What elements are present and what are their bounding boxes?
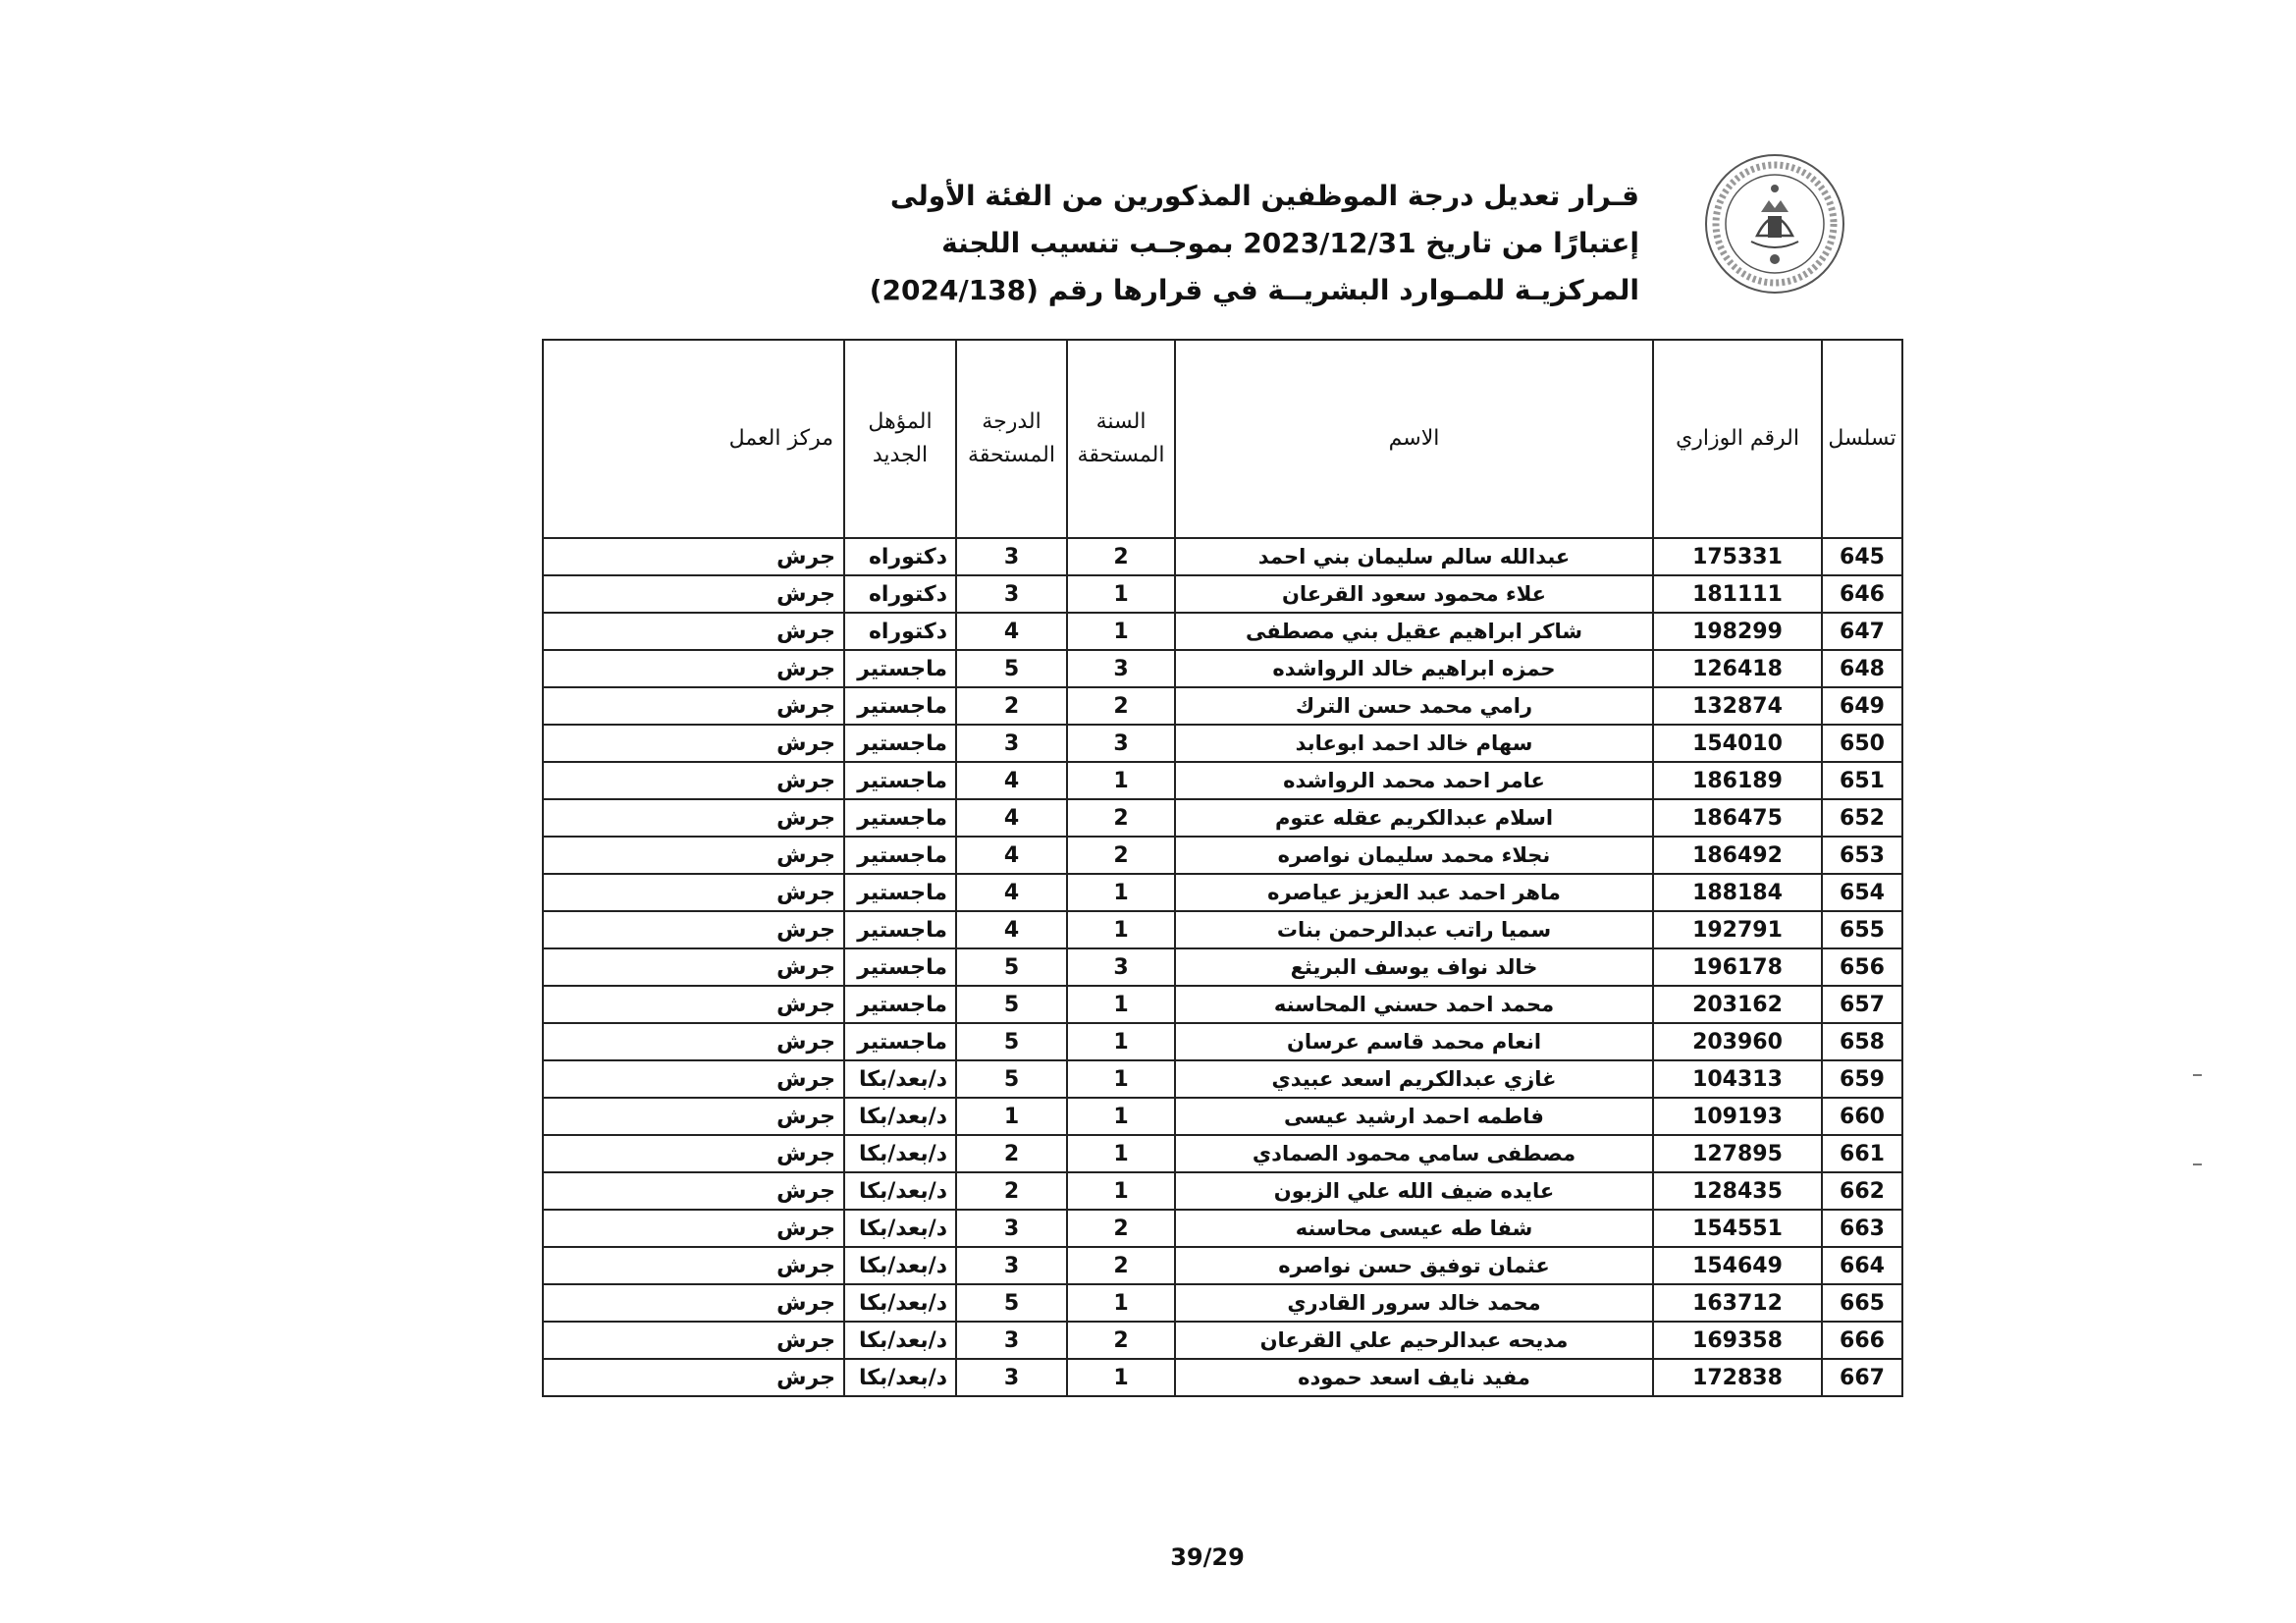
- table-row: [543, 1172, 1902, 1210]
- cell-name: محمد احمد حسني المحاسنه: [1175, 986, 1653, 1023]
- cell-qualification: ماجستير: [844, 725, 956, 762]
- header-ministry-number: الرقم الوزاري: [1653, 340, 1822, 538]
- cell-year: 1: [1067, 1060, 1175, 1098]
- cell-year: 1: [1067, 575, 1175, 613]
- cell-grade: 5: [956, 986, 1067, 1023]
- cell-qualification: ماجستير: [844, 837, 956, 874]
- table-row: [543, 986, 1902, 1023]
- table-row: [543, 911, 1902, 948]
- cell-ministry-number: 192791: [1653, 911, 1822, 948]
- table-row: [543, 799, 1902, 837]
- header-work-center: مركز العمل: [543, 340, 844, 538]
- cell-year: 2: [1067, 538, 1175, 575]
- cell-grade: 3: [956, 725, 1067, 762]
- cell-grade: 4: [956, 799, 1067, 837]
- cell-year: 2: [1067, 1247, 1175, 1284]
- cell-ministry-number: 203162: [1653, 986, 1822, 1023]
- cell-name: عامر احمد محمد الرواشده: [1175, 762, 1653, 799]
- table-row: [543, 1098, 1902, 1135]
- cell-name: سهام خالد احمد ابوعابد: [1175, 725, 1653, 762]
- cell-grade: 4: [956, 911, 1067, 948]
- cell-work-center: جرش: [543, 911, 844, 948]
- cell-year: 1: [1067, 874, 1175, 911]
- table-row: [543, 613, 1902, 650]
- cell-qualification: ماجستير: [844, 687, 956, 725]
- table-row: [543, 948, 1902, 986]
- cell-name: شفا طه عيسى محاسنه: [1175, 1210, 1653, 1247]
- cell-serial: 645: [1822, 538, 1902, 575]
- cell-grade: 2: [956, 687, 1067, 725]
- cell-serial: 647: [1822, 613, 1902, 650]
- cell-year: 1: [1067, 1135, 1175, 1172]
- cell-serial: 663: [1822, 1210, 1902, 1247]
- table-row: [543, 837, 1902, 874]
- cell-grade: 4: [956, 613, 1067, 650]
- cell-name: سميا راتب عبدالرحمن بنات: [1175, 911, 1653, 948]
- cell-ministry-number: 198299: [1653, 613, 1822, 650]
- cell-ministry-number: 186475: [1653, 799, 1822, 837]
- cell-work-center: جرش: [543, 687, 844, 725]
- heading-line-3: المركزيـة للمـوارد البشريــة في قرارها رقم (2024/138): [869, 274, 1639, 306]
- cell-grade: 1: [956, 1098, 1067, 1135]
- cell-serial: 656: [1822, 948, 1902, 986]
- cell-serial: 658: [1822, 1023, 1902, 1060]
- cell-serial: 652: [1822, 799, 1902, 837]
- edge-mark: [2193, 1074, 2202, 1076]
- cell-grade: 5: [956, 1060, 1067, 1098]
- cell-qualification: د/بعد/بكا: [844, 1135, 956, 1172]
- cell-qualification: دكتوراه: [844, 538, 956, 575]
- header-grade: الدرجة المستحقة: [956, 340, 1067, 538]
- cell-name: ماهر احمد عبد العزيز عياصره: [1175, 874, 1653, 911]
- cell-serial: 648: [1822, 650, 1902, 687]
- header-serial: تسلسل: [1822, 340, 1902, 538]
- cell-ministry-number: 186492: [1653, 837, 1822, 874]
- cell-work-center: جرش: [543, 1322, 844, 1359]
- cell-serial: 659: [1822, 1060, 1902, 1098]
- cell-grade: 3: [956, 1210, 1067, 1247]
- cell-year: 2: [1067, 1210, 1175, 1247]
- table-body: [543, 538, 1902, 1396]
- cell-work-center: جرش: [543, 986, 844, 1023]
- table-row: [543, 575, 1902, 613]
- cell-name: خالد نواف يوسف البريثع: [1175, 948, 1653, 986]
- cell-serial: 666: [1822, 1322, 1902, 1359]
- cell-year: 3: [1067, 948, 1175, 986]
- cell-grade: 3: [956, 1247, 1067, 1284]
- table-row: [543, 1247, 1902, 1284]
- cell-ministry-number: 104313: [1653, 1060, 1822, 1098]
- cell-ministry-number: 154649: [1653, 1247, 1822, 1284]
- cell-grade: 4: [956, 837, 1067, 874]
- cell-grade: 5: [956, 1023, 1067, 1060]
- table-row: [543, 1322, 1902, 1359]
- cell-serial: 649: [1822, 687, 1902, 725]
- cell-qualification: ماجستير: [844, 762, 956, 799]
- ministry-seal-icon: [1702, 151, 1847, 297]
- header-name: الاسم: [1175, 340, 1653, 538]
- cell-serial: 662: [1822, 1172, 1902, 1210]
- cell-name: عبدالله سالم سليمان بني احمد: [1175, 538, 1653, 575]
- cell-year: 1: [1067, 911, 1175, 948]
- cell-name: غازي عبدالكريم اسعد عبيدي: [1175, 1060, 1653, 1098]
- cell-work-center: جرش: [543, 1135, 844, 1172]
- cell-work-center: جرش: [543, 1060, 844, 1098]
- cell-grade: 4: [956, 874, 1067, 911]
- cell-name: فاطمه احمد ارشيد عيسى: [1175, 1098, 1653, 1135]
- cell-name: عايده ضيف الله علي الزبون: [1175, 1172, 1653, 1210]
- edge-mark: [2193, 1163, 2202, 1165]
- cell-grade: 3: [956, 575, 1067, 613]
- cell-ministry-number: 127895: [1653, 1135, 1822, 1172]
- cell-year: 1: [1067, 762, 1175, 799]
- cell-serial: 646: [1822, 575, 1902, 613]
- cell-ministry-number: 188184: [1653, 874, 1822, 911]
- cell-work-center: جرش: [543, 613, 844, 650]
- table-row: [543, 1359, 1902, 1396]
- cell-serial: 661: [1822, 1135, 1902, 1172]
- table-row: [543, 538, 1902, 575]
- cell-name: محمد خالد سرور القادري: [1175, 1284, 1653, 1322]
- cell-year: 1: [1067, 613, 1175, 650]
- cell-ministry-number: 109193: [1653, 1098, 1822, 1135]
- cell-qualification: ماجستير: [844, 911, 956, 948]
- table-row: [543, 1060, 1902, 1098]
- table-row: [543, 762, 1902, 799]
- cell-qualification: د/بعد/بكا: [844, 1060, 956, 1098]
- cell-serial: 664: [1822, 1247, 1902, 1284]
- page-number: 39/29: [1170, 1543, 1245, 1571]
- cell-ministry-number: 154010: [1653, 725, 1822, 762]
- cell-qualification: دكتوراه: [844, 613, 956, 650]
- table-row: [543, 874, 1902, 911]
- cell-work-center: جرش: [543, 650, 844, 687]
- header-year: السنة المستحقة: [1067, 340, 1175, 538]
- cell-ministry-number: 128435: [1653, 1172, 1822, 1210]
- cell-serial: 653: [1822, 837, 1902, 874]
- cell-serial: 657: [1822, 986, 1902, 1023]
- cell-work-center: جرش: [543, 1247, 844, 1284]
- cell-serial: 660: [1822, 1098, 1902, 1135]
- cell-qualification: د/بعد/بكا: [844, 1284, 956, 1322]
- cell-grade: 2: [956, 1135, 1067, 1172]
- cell-work-center: جرش: [543, 725, 844, 762]
- cell-year: 1: [1067, 1172, 1175, 1210]
- cell-serial: 650: [1822, 725, 1902, 762]
- cell-work-center: جرش: [543, 948, 844, 986]
- cell-year: 2: [1067, 837, 1175, 874]
- cell-year: 1: [1067, 1098, 1175, 1135]
- cell-work-center: جرش: [543, 837, 844, 874]
- cell-grade: 3: [956, 1322, 1067, 1359]
- cell-grade: 4: [956, 762, 1067, 799]
- cell-year: 2: [1067, 799, 1175, 837]
- cell-grade: 5: [956, 650, 1067, 687]
- cell-ministry-number: 175331: [1653, 538, 1822, 575]
- cell-ministry-number: 203960: [1653, 1023, 1822, 1060]
- cell-work-center: جرش: [543, 538, 844, 575]
- cell-qualification: د/بعد/بكا: [844, 1098, 956, 1135]
- cell-year: 1: [1067, 986, 1175, 1023]
- cell-ministry-number: 181111: [1653, 575, 1822, 613]
- cell-year: 2: [1067, 1322, 1175, 1359]
- cell-qualification: د/بعد/بكا: [844, 1247, 956, 1284]
- cell-ministry-number: 169358: [1653, 1322, 1822, 1359]
- cell-work-center: جرش: [543, 799, 844, 837]
- table-row: [543, 725, 1902, 762]
- cell-name: اسلام عبدالكريم عقله عتوم: [1175, 799, 1653, 837]
- cell-serial: 667: [1822, 1359, 1902, 1396]
- table-row: [543, 1284, 1902, 1322]
- cell-ministry-number: 126418: [1653, 650, 1822, 687]
- heading-line-2: إعتبارًا من تاريخ 2023/12/31 بموجـب تنسيب اللجنة: [941, 227, 1639, 259]
- table-row: [543, 650, 1902, 687]
- cell-ministry-number: 163712: [1653, 1284, 1822, 1322]
- cell-work-center: جرش: [543, 1210, 844, 1247]
- cell-year: 1: [1067, 1359, 1175, 1396]
- header-qualification: المؤهل الجديد: [844, 340, 956, 538]
- cell-work-center: جرش: [543, 1284, 844, 1322]
- cell-work-center: جرش: [543, 1023, 844, 1060]
- table-row: [543, 1135, 1902, 1172]
- cell-grade: 5: [956, 1284, 1067, 1322]
- cell-name: مفيد نايف اسعد حموده: [1175, 1359, 1653, 1396]
- cell-year: 3: [1067, 650, 1175, 687]
- cell-grade: 3: [956, 538, 1067, 575]
- cell-work-center: جرش: [543, 1172, 844, 1210]
- cell-name: مصطفى سامي محمود الصمادي: [1175, 1135, 1653, 1172]
- cell-name: علاء محمود سعود القرعان: [1175, 575, 1653, 613]
- cell-year: 3: [1067, 725, 1175, 762]
- cell-name: انعام محمد قاسم عرسان: [1175, 1023, 1653, 1060]
- cell-qualification: د/بعد/بكا: [844, 1359, 956, 1396]
- cell-grade: 2: [956, 1172, 1067, 1210]
- cell-year: 1: [1067, 1284, 1175, 1322]
- cell-qualification: د/بعد/بكا: [844, 1172, 956, 1210]
- table-row: [543, 1210, 1902, 1247]
- cell-qualification: دكتوراه: [844, 575, 956, 613]
- cell-qualification: د/بعد/بكا: [844, 1210, 956, 1247]
- cell-name: شاكر ابراهيم عقيل بني مصطفى: [1175, 613, 1653, 650]
- cell-serial: 665: [1822, 1284, 1902, 1322]
- cell-work-center: جرش: [543, 575, 844, 613]
- cell-qualification: ماجستير: [844, 986, 956, 1023]
- cell-qualification: ماجستير: [844, 948, 956, 986]
- cell-serial: 655: [1822, 911, 1902, 948]
- cell-name: نجلاء محمد سليمان نواصره: [1175, 837, 1653, 874]
- cell-ministry-number: 132874: [1653, 687, 1822, 725]
- cell-qualification: ماجستير: [844, 1023, 956, 1060]
- cell-work-center: جرش: [543, 1098, 844, 1135]
- document-heading: [869, 173, 1639, 314]
- cell-ministry-number: 172838: [1653, 1359, 1822, 1396]
- cell-serial: 651: [1822, 762, 1902, 799]
- cell-work-center: جرش: [543, 874, 844, 911]
- cell-qualification: د/بعد/بكا: [844, 1322, 956, 1359]
- cell-work-center: جرش: [543, 762, 844, 799]
- cell-serial: 654: [1822, 874, 1902, 911]
- heading-line-1: قـرار تعديل درجة الموظفين المذكورين من الفئة الأولى: [889, 180, 1639, 212]
- cell-qualification: ماجستير: [844, 799, 956, 837]
- cell-work-center: جرش: [543, 1359, 844, 1396]
- cell-name: رامي محمد حسن الترك: [1175, 687, 1653, 725]
- cell-year: 1: [1067, 1023, 1175, 1060]
- table-row: [543, 687, 1902, 725]
- cell-ministry-number: 186189: [1653, 762, 1822, 799]
- cell-grade: 5: [956, 948, 1067, 986]
- cell-qualification: ماجستير: [844, 874, 956, 911]
- table-row: [543, 1023, 1902, 1060]
- cell-qualification: ماجستير: [844, 650, 956, 687]
- cell-name: عثمان توفيق حسن نواصره: [1175, 1247, 1653, 1284]
- cell-ministry-number: 154551: [1653, 1210, 1822, 1247]
- cell-year: 2: [1067, 687, 1175, 725]
- cell-name: مديحه عبدالرحيم علي القرعان: [1175, 1322, 1653, 1359]
- employees-table: [542, 339, 1903, 1397]
- cell-grade: 3: [956, 1359, 1067, 1396]
- table-header-row: [543, 340, 1902, 538]
- cell-name: حمزه ابراهيم خالد الرواشده: [1175, 650, 1653, 687]
- cell-ministry-number: 196178: [1653, 948, 1822, 986]
